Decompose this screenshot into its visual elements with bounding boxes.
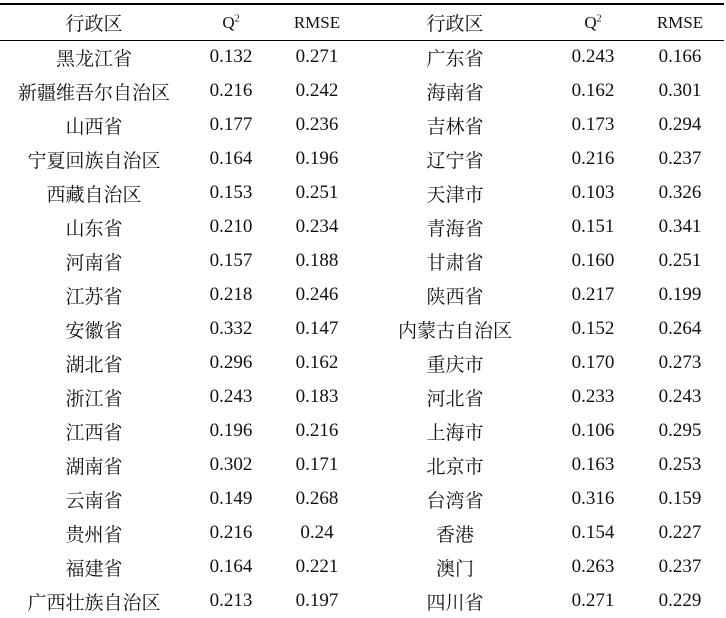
table-row [0, 210, 724, 244]
left-region-cell: 江苏省 [65, 285, 123, 308]
left-region-cell: 西藏自治区 [46, 183, 142, 206]
left-rmse-cell: 0.271 [295, 46, 339, 67]
left-region-cell: 宁夏回族自治区 [27, 149, 161, 172]
right-rmse-cell: 0.294 [658, 114, 702, 135]
left-q2-cell: 0.153 [209, 182, 253, 203]
header-q2-superscript-right: 2 [596, 12, 602, 24]
right-rmse-cell: 0.264 [658, 318, 702, 339]
right-q2-cell: 0.162 [571, 80, 615, 101]
right-region-cell: 上海市 [426, 421, 484, 444]
table-row [0, 176, 724, 210]
left-q2-cell: 0.177 [209, 114, 253, 135]
right-q2-cell: 0.170 [571, 352, 615, 373]
left-rmse-cell: 0.236 [295, 114, 339, 135]
right-region-cell: 河北省 [426, 387, 484, 410]
right-q2-cell: 0.152 [571, 318, 615, 339]
right-rmse-cell: 0.326 [658, 182, 702, 203]
table-body [0, 40, 724, 618]
table-header [0, 5, 724, 40]
right-rmse-cell: 0.243 [658, 386, 702, 407]
left-rmse-cell: 0.234 [295, 216, 339, 237]
left-q2-cell: 0.213 [209, 590, 253, 611]
left-rmse-cell: 0.246 [295, 284, 339, 305]
right-region-cell: 青海省 [426, 217, 484, 240]
left-region-cell: 安徽省 [65, 319, 123, 342]
left-region-cell: 福建省 [65, 557, 123, 580]
left-q2-cell: 0.332 [209, 318, 253, 339]
left-rmse-cell: 0.171 [295, 454, 339, 475]
right-region-cell: 香港 [435, 523, 474, 546]
left-region-cell: 湖北省 [65, 353, 123, 376]
right-q2-cell: 0.243 [571, 46, 615, 67]
right-q2-cell: 0.163 [571, 454, 615, 475]
right-region-cell: 澳门 [435, 557, 474, 580]
right-region-cell: 内蒙古自治区 [397, 319, 512, 342]
right-q2-cell: 0.173 [571, 114, 615, 135]
table-row [0, 516, 724, 550]
header-rmse-right: RMSE [656, 12, 704, 32]
right-region-cell: 天津市 [426, 183, 484, 206]
right-region-cell: 吉林省 [426, 115, 484, 138]
right-rmse-cell: 0.295 [658, 420, 702, 441]
table-row [0, 278, 724, 312]
header-q2-base-right: Q [584, 12, 597, 32]
right-rmse-cell: 0.253 [658, 454, 702, 475]
right-q2-cell: 0.151 [571, 216, 615, 237]
left-region-cell: 山东省 [65, 217, 123, 240]
right-q2-cell: 0.160 [571, 250, 615, 271]
left-q2-cell: 0.218 [209, 284, 253, 305]
right-q2-cell: 0.154 [571, 522, 615, 543]
right-q2-cell: 0.216 [571, 148, 615, 169]
left-rmse-cell: 0.268 [295, 488, 339, 509]
left-region-cell: 新疆维吾尔自治区 [17, 81, 170, 104]
table-row [0, 40, 724, 74]
right-rmse-cell: 0.273 [658, 352, 702, 373]
right-region-cell: 广东省 [426, 47, 484, 70]
header-region-right: 行政区 [426, 13, 484, 35]
left-region-cell: 黑龙江省 [55, 47, 132, 70]
left-q2-cell: 0.164 [209, 148, 253, 169]
right-q2-cell: 0.103 [571, 182, 615, 203]
left-region-cell: 河南省 [65, 251, 123, 274]
table-row [0, 380, 724, 414]
right-region-cell: 北京市 [426, 455, 484, 478]
header-q2-right [550, 5, 636, 40]
left-rmse-cell: 0.147 [295, 318, 339, 339]
right-q2-cell: 0.106 [571, 420, 615, 441]
left-rmse-cell: 0.197 [295, 590, 339, 611]
table-row [0, 108, 724, 142]
left-rmse-cell: 0.183 [295, 386, 339, 407]
left-rmse-cell: 0.251 [295, 182, 339, 203]
right-rmse-cell: 0.227 [658, 522, 702, 543]
header-region: 行政区 [65, 13, 123, 35]
header-rmse: RMSE [293, 12, 341, 32]
right-q2-cell: 0.233 [571, 386, 615, 407]
left-region-cell: 江西省 [65, 421, 123, 444]
left-q2-cell: 0.149 [209, 488, 253, 509]
right-rmse-cell: 0.229 [658, 590, 702, 611]
left-region-cell: 湖南省 [65, 455, 123, 478]
left-q2-cell: 0.157 [209, 250, 253, 271]
right-q2-cell: 0.316 [571, 488, 615, 509]
right-q2-cell: 0.217 [571, 284, 615, 305]
left-rmse-cell: 0.24 [300, 522, 334, 543]
right-rmse-cell: 0.237 [658, 556, 702, 577]
right-region-cell: 四川省 [426, 591, 484, 614]
table-row [0, 244, 724, 278]
left-rmse-cell: 0.162 [295, 352, 339, 373]
left-rmse-cell: 0.188 [295, 250, 339, 271]
table-row [0, 74, 724, 108]
table-row [0, 584, 724, 618]
right-region-cell: 陕西省 [426, 285, 484, 308]
right-rmse-cell: 0.251 [658, 250, 702, 271]
right-region-cell: 台湾省 [426, 489, 484, 512]
left-q2-cell: 0.216 [209, 522, 253, 543]
left-region-cell: 云南省 [65, 489, 123, 512]
left-q2-cell: 0.196 [209, 420, 253, 441]
table-row [0, 142, 724, 176]
left-rmse-cell: 0.196 [295, 148, 339, 169]
left-q2-cell: 0.216 [209, 80, 253, 101]
table-row [0, 414, 724, 448]
right-q2-cell: 0.271 [571, 590, 615, 611]
left-region-cell: 广西壮族自治区 [27, 591, 161, 614]
right-rmse-cell: 0.199 [658, 284, 702, 305]
header-row [0, 5, 724, 40]
header-q2-base: Q [222, 12, 235, 32]
left-q2-cell: 0.302 [209, 454, 253, 475]
header-q2-superscript: 2 [234, 12, 240, 24]
table-row [0, 312, 724, 346]
right-rmse-cell: 0.237 [658, 148, 702, 169]
left-q2-cell: 0.210 [209, 216, 253, 237]
left-q2-cell: 0.296 [209, 352, 253, 373]
table-row [0, 346, 724, 380]
right-rmse-cell: 0.159 [658, 488, 702, 509]
left-q2-cell: 0.164 [209, 556, 253, 577]
results-table [0, 5, 724, 618]
left-q2-cell: 0.243 [209, 386, 253, 407]
left-rmse-cell: 0.216 [295, 420, 339, 441]
table-row [0, 482, 724, 516]
right-region-cell: 甘肃省 [426, 251, 484, 274]
left-rmse-cell: 0.221 [295, 556, 339, 577]
right-rmse-cell: 0.166 [658, 46, 702, 67]
left-region-cell: 浙江省 [65, 387, 123, 410]
left-q2-cell: 0.132 [209, 46, 253, 67]
header-q2 [188, 5, 274, 40]
table-row [0, 448, 724, 482]
left-region-cell: 贵州省 [65, 523, 123, 546]
left-region-cell: 山西省 [65, 115, 123, 138]
right-region-cell: 海南省 [426, 81, 484, 104]
right-region-cell: 辽宁省 [426, 149, 484, 172]
left-rmse-cell: 0.242 [295, 80, 339, 101]
right-region-cell: 重庆市 [426, 353, 484, 376]
right-rmse-cell: 0.341 [658, 216, 702, 237]
table-row [0, 550, 724, 584]
right-rmse-cell: 0.301 [658, 80, 702, 101]
right-q2-cell: 0.263 [571, 556, 615, 577]
